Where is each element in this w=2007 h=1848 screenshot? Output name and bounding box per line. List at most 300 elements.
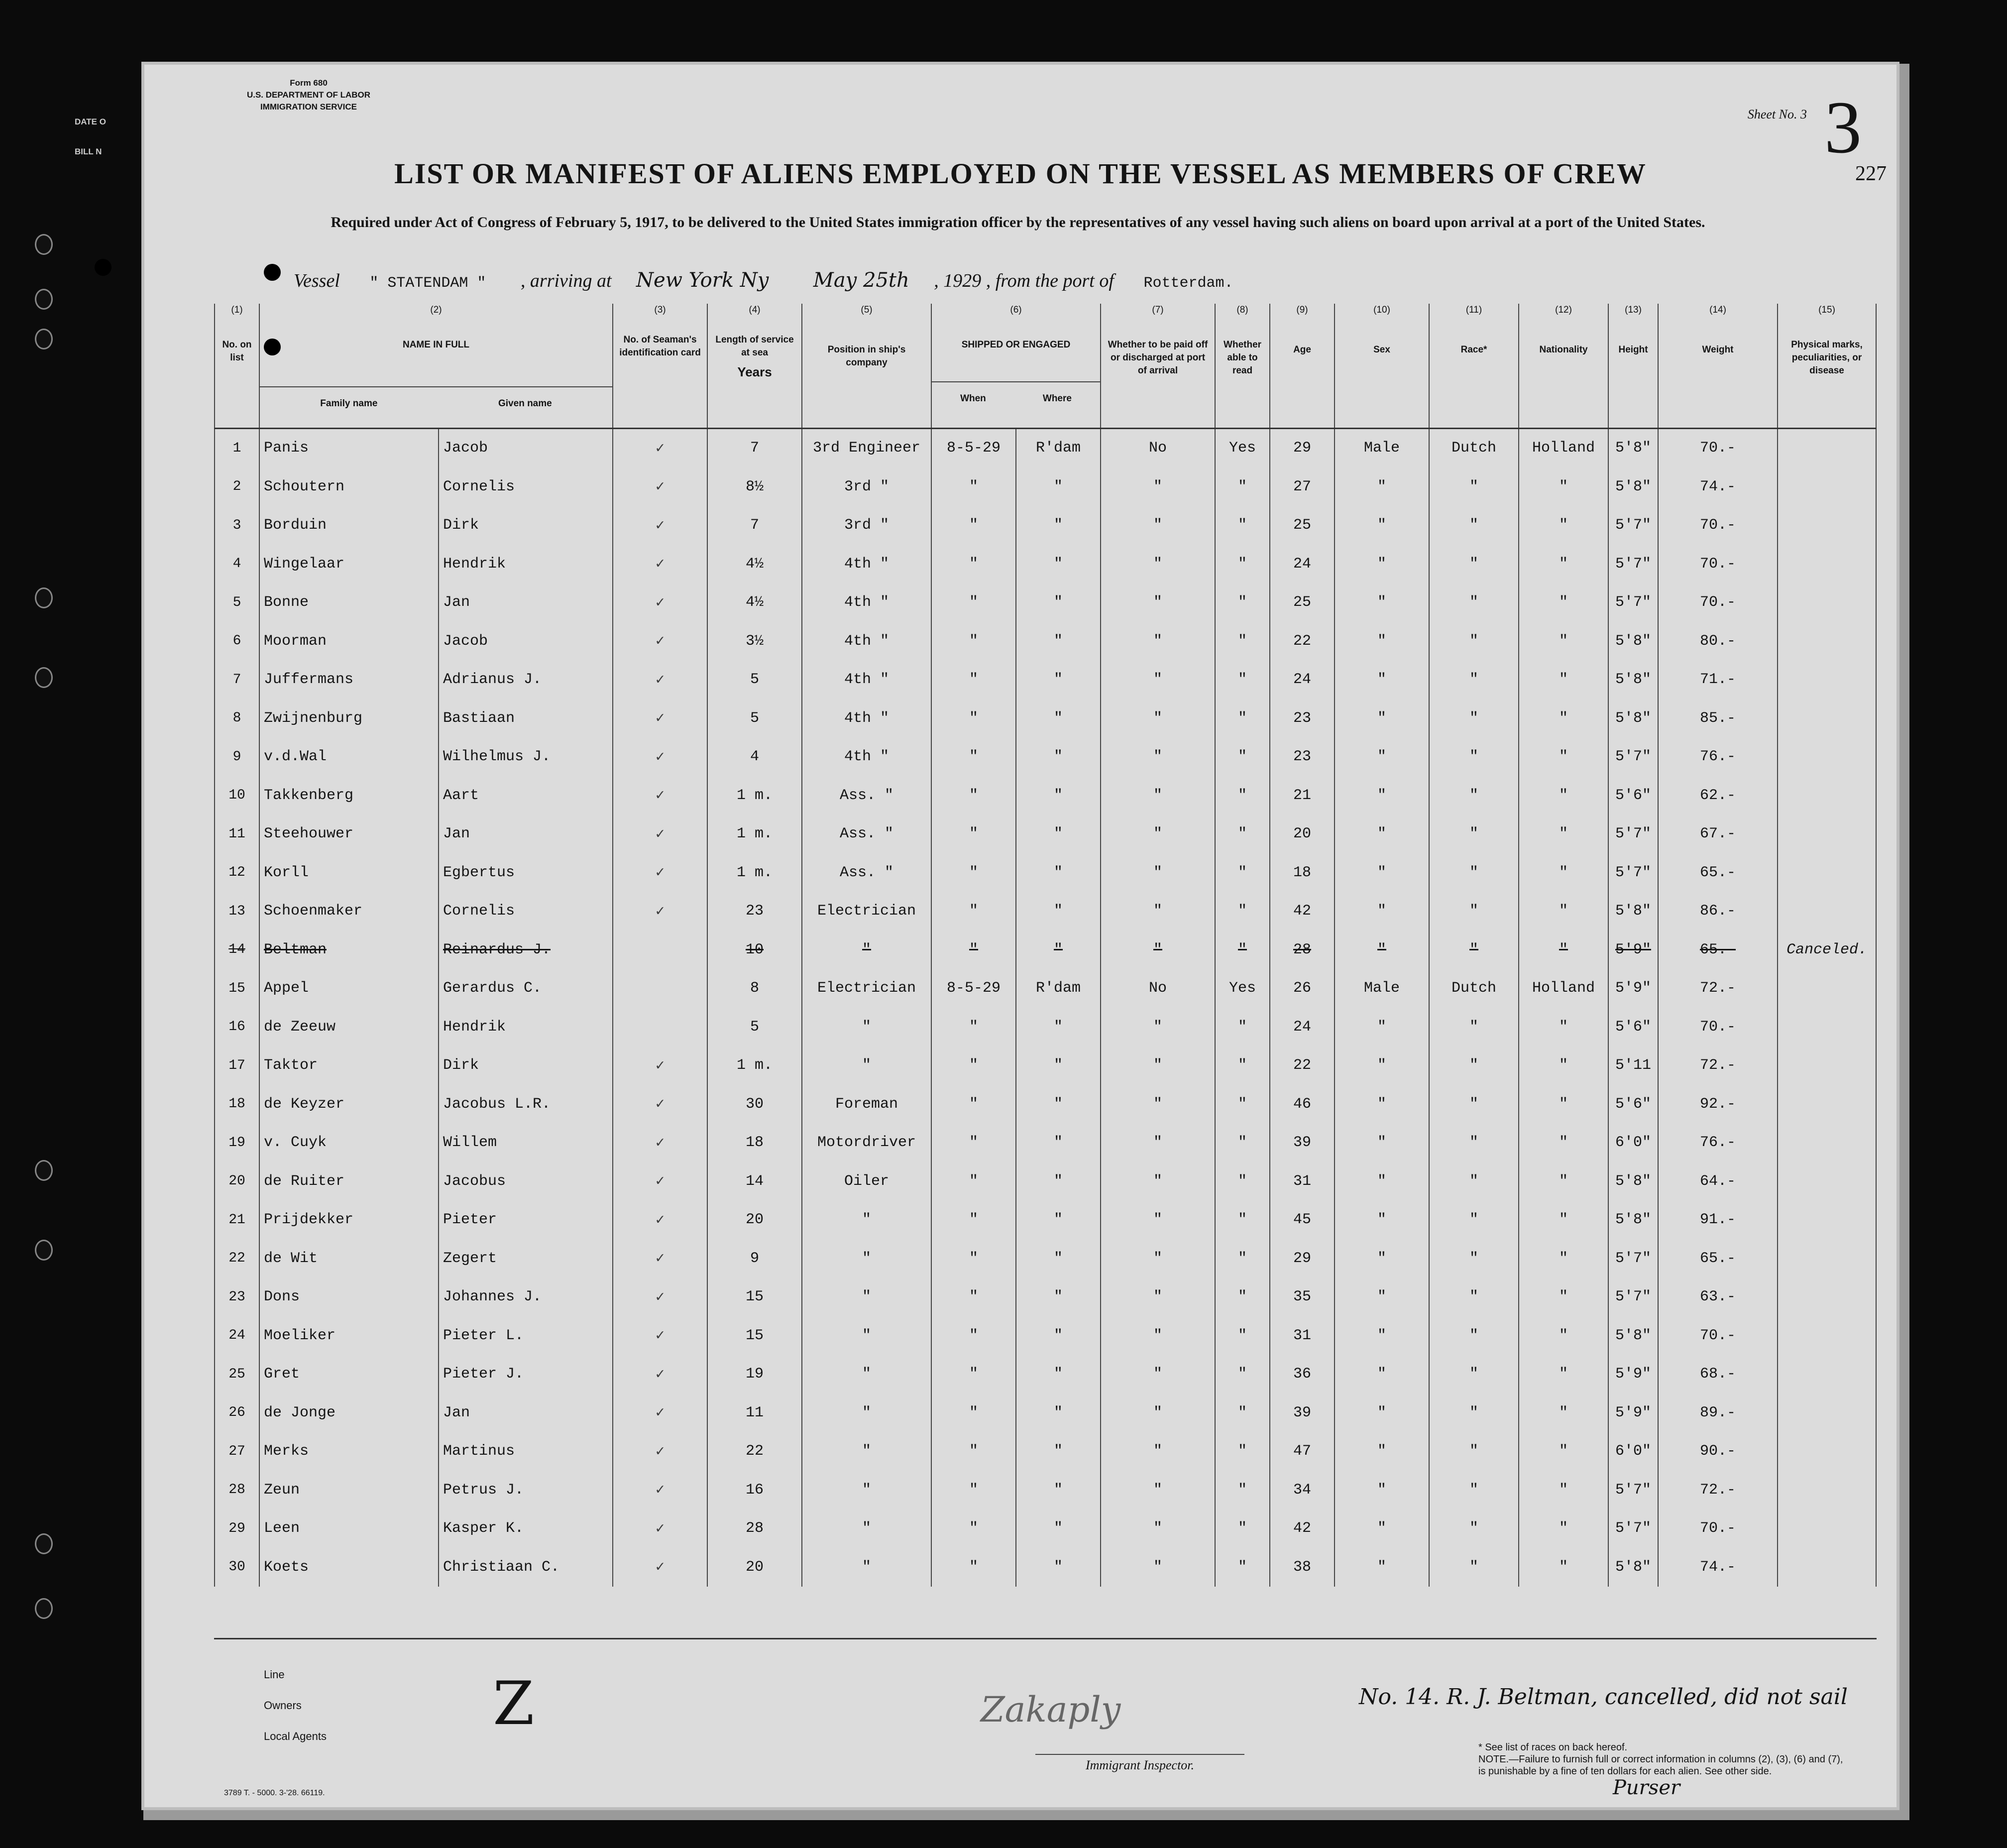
paid-off: " — [1101, 545, 1215, 583]
seaman-card-check: ✓ — [613, 1432, 707, 1471]
sex: " — [1335, 1008, 1429, 1046]
race: " — [1429, 1008, 1519, 1046]
seaman-card-check: ✓ — [613, 545, 707, 583]
able-to-read: " — [1215, 1548, 1270, 1587]
weight: 64.- — [1658, 1162, 1778, 1201]
sex: " — [1335, 1471, 1429, 1509]
shipped-when: " — [931, 467, 1016, 506]
sex: " — [1335, 1509, 1429, 1548]
sex: Male — [1335, 969, 1429, 1008]
vessel-line — [294, 269, 1837, 292]
length-of-service: 15 — [707, 1316, 802, 1355]
nationality: " — [1519, 1316, 1608, 1355]
able-to-read: " — [1215, 1316, 1270, 1355]
given-name: Zegert — [439, 1239, 613, 1278]
column-number: (2) — [259, 304, 613, 324]
nationality: " — [1519, 1201, 1608, 1240]
given-name: Wilhelmus J. — [439, 738, 613, 777]
seaman-card-check: ✓ — [613, 506, 707, 545]
row-number: 4 — [215, 545, 259, 583]
margin-label: DATE O — [75, 117, 106, 126]
shipped-where: " — [1016, 699, 1101, 738]
handwritten-sheet-number: 3 — [1824, 86, 1862, 169]
footnote-note: NOTE.—Failure to furnish full or correct information in columns (2), (3), (6) and (7), — [1478, 1754, 1843, 1765]
age: 24 — [1270, 661, 1335, 699]
table-row — [215, 892, 1876, 931]
race: " — [1429, 853, 1519, 892]
header-height: Height — [1608, 324, 1658, 428]
given-name: Kasper K. — [439, 1509, 613, 1548]
race: " — [1429, 545, 1519, 583]
able-to-read: " — [1215, 1355, 1270, 1394]
table-row — [215, 1239, 1876, 1278]
shipped-subheaders — [932, 381, 1100, 405]
physical-marks — [1778, 1046, 1876, 1085]
race: " — [1429, 1085, 1519, 1124]
given-name-label: Given name — [498, 398, 552, 409]
position: " — [802, 1278, 931, 1317]
height: 5'8" — [1608, 892, 1658, 931]
race: " — [1429, 1471, 1519, 1509]
row-number: 20 — [215, 1162, 259, 1201]
footnote-fine: is punishable by a fine of ten dollars for each alien. See other side. — [1478, 1766, 1772, 1777]
family-name: Beltman — [259, 930, 439, 969]
seaman-card-check: ✓ — [613, 583, 707, 622]
sex: " — [1335, 738, 1429, 777]
nationality: " — [1519, 1278, 1608, 1317]
position: " — [802, 1355, 931, 1394]
seaman-card-check: ✓ — [613, 1201, 707, 1240]
physical-marks — [1778, 1355, 1876, 1394]
paid-off: " — [1101, 1278, 1215, 1317]
seaman-card-check: ✓ — [613, 1162, 707, 1201]
race: " — [1429, 506, 1519, 545]
row-number: 26 — [215, 1393, 259, 1432]
binder-hole — [35, 289, 53, 310]
able-to-read: " — [1215, 1393, 1270, 1432]
service-name: IMMIGRATION SERVICE — [260, 102, 357, 112]
paid-off: " — [1101, 1509, 1215, 1548]
age: 39 — [1270, 1393, 1335, 1432]
height: 5'7" — [1608, 853, 1658, 892]
column-number: (8) — [1215, 304, 1270, 324]
physical-marks — [1778, 467, 1876, 506]
position: 4th " — [802, 738, 931, 777]
height: 5'9" — [1608, 969, 1658, 1008]
position: 4th " — [802, 545, 931, 583]
physical-marks — [1778, 661, 1876, 699]
footer-section — [214, 1638, 1877, 1799]
row-number: 10 — [215, 776, 259, 815]
race: " — [1429, 1124, 1519, 1162]
binder-hole — [35, 1598, 53, 1619]
table-row — [215, 1008, 1876, 1046]
seaman-card-check: ✓ — [613, 699, 707, 738]
height: 5'8" — [1608, 661, 1658, 699]
length-of-service: 10 — [707, 930, 802, 969]
age: 45 — [1270, 1201, 1335, 1240]
shipped-when: " — [931, 892, 1016, 931]
paid-off: No — [1101, 428, 1215, 467]
position: Motordriver — [802, 1124, 931, 1162]
race: " — [1429, 661, 1519, 699]
height: 5'8" — [1608, 1316, 1658, 1355]
paid-off: " — [1101, 1046, 1215, 1085]
when-label: When — [960, 393, 986, 404]
seaman-card-check — [613, 1008, 707, 1046]
family-name: de Zeeuw — [259, 1008, 439, 1046]
able-to-read: " — [1215, 815, 1270, 854]
table-row — [215, 1162, 1876, 1201]
family-name: de Keyzer — [259, 1085, 439, 1124]
shipped-where: " — [1016, 1008, 1101, 1046]
row-number: 29 — [215, 1509, 259, 1548]
weight: 65.- — [1658, 853, 1778, 892]
binder-hole — [35, 234, 53, 255]
age: 26 — [1270, 969, 1335, 1008]
seaman-card-check: ✓ — [613, 1278, 707, 1317]
given-name: Jacobus L.R. — [439, 1085, 613, 1124]
sheet-value: 3 — [1800, 107, 1807, 121]
shipped-where: " — [1016, 776, 1101, 815]
length-of-service: 8 — [707, 969, 802, 1008]
purser-label: Purser — [1613, 1776, 1680, 1799]
nationality: " — [1519, 776, 1608, 815]
length-of-service: 4½ — [707, 545, 802, 583]
row-number: 9 — [215, 738, 259, 777]
row-number: 28 — [215, 1471, 259, 1509]
family-name: Koets — [259, 1548, 439, 1587]
sex: " — [1335, 545, 1429, 583]
table-row — [215, 1471, 1876, 1509]
length-of-service: 8½ — [707, 467, 802, 506]
nationality: " — [1519, 1548, 1608, 1587]
shipped-where: " — [1016, 661, 1101, 699]
family-name: Panis — [259, 428, 439, 467]
shipped-when: " — [931, 545, 1016, 583]
able-to-read: " — [1215, 1201, 1270, 1240]
sex: " — [1335, 1355, 1429, 1394]
position: 4th " — [802, 661, 931, 699]
height: 5'8" — [1608, 1201, 1658, 1240]
position: Ass. " — [802, 815, 931, 854]
length-of-service: 5 — [707, 661, 802, 699]
arriving-at: New York Ny — [636, 269, 769, 292]
height: 5'8" — [1608, 622, 1658, 661]
able-to-read: " — [1215, 1085, 1270, 1124]
inspector-signature: Zakaply — [981, 1689, 1121, 1730]
position: " — [802, 1548, 931, 1587]
table-row — [215, 428, 1876, 467]
row-number: 15 — [215, 969, 259, 1008]
family-name: Dons — [259, 1278, 439, 1317]
binder-hole — [35, 329, 53, 349]
shipped-where: " — [1016, 1355, 1101, 1394]
position: " — [802, 1046, 931, 1085]
given-name: Hendrik — [439, 1008, 613, 1046]
column-number: (11) — [1429, 304, 1519, 324]
length-service-label: Length of service at sea — [715, 335, 794, 358]
position: 3rd Engineer — [802, 428, 931, 467]
seaman-card-check: ✓ — [613, 1316, 707, 1355]
family-name: Takkenberg — [259, 776, 439, 815]
column-number: (9) — [1270, 304, 1335, 324]
where-label: Where — [1042, 393, 1072, 404]
position: 4th " — [802, 699, 931, 738]
seaman-card-check: ✓ — [613, 815, 707, 854]
family-name: Bonne — [259, 583, 439, 622]
race: " — [1429, 699, 1519, 738]
header-name-in-full — [259, 324, 613, 428]
row-number: 16 — [215, 1008, 259, 1046]
shipped-when: " — [931, 583, 1016, 622]
nationality: " — [1519, 661, 1608, 699]
shipped-where: " — [1016, 1316, 1101, 1355]
position: " — [802, 1471, 931, 1509]
weight: 91.- — [1658, 1201, 1778, 1240]
race: " — [1429, 930, 1519, 969]
weight: 70.- — [1658, 506, 1778, 545]
required-statement: Required under Act of Congress of February 5, 1917, to be delivered to the United States immigration officer by the representatives of any vessel having such aliens on board upon arrival at a port of the United States. — [331, 214, 1705, 231]
shipped-where: " — [1016, 1046, 1101, 1085]
sex: " — [1335, 467, 1429, 506]
able-to-read: " — [1215, 1008, 1270, 1046]
given-name: Dirk — [439, 1046, 613, 1085]
row-number: 7 — [215, 661, 259, 699]
family-name: Zwijnenburg — [259, 699, 439, 738]
print-line: 3789 T. - 5000. 3-'28. 66119. — [224, 1789, 325, 1797]
sheet-label: Sheet No. — [1747, 107, 1797, 121]
height: 5'8" — [1608, 1162, 1658, 1201]
shipped-when: 8-5-29 — [931, 428, 1016, 467]
paid-off: " — [1101, 1008, 1215, 1046]
sex: " — [1335, 622, 1429, 661]
physical-marks — [1778, 892, 1876, 931]
given-name: Gerardus C. — [439, 969, 613, 1008]
shipped-when: " — [931, 699, 1016, 738]
nationality: " — [1519, 892, 1608, 931]
row-number: 1 — [215, 428, 259, 467]
able-to-read: " — [1215, 1509, 1270, 1548]
weight: 70.- — [1658, 1509, 1778, 1548]
position: 3rd " — [802, 506, 931, 545]
port-of-departure: Rotterdam. — [1143, 275, 1233, 292]
nationality: " — [1519, 1008, 1608, 1046]
given-name: Jacobus — [439, 1162, 613, 1201]
table-row — [215, 1201, 1876, 1240]
family-name: Appel — [259, 969, 439, 1008]
weight: 70.- — [1658, 1008, 1778, 1046]
length-of-service: 16 — [707, 1471, 802, 1509]
weight: 72.- — [1658, 969, 1778, 1008]
weight: 63.- — [1658, 1278, 1778, 1317]
shipped-when: " — [931, 930, 1016, 969]
seaman-card-check: ✓ — [613, 1355, 707, 1394]
sex: " — [1335, 776, 1429, 815]
height: 5'9" — [1608, 1355, 1658, 1394]
seaman-card-check: ✓ — [613, 892, 707, 931]
position: " — [802, 1201, 931, 1240]
paid-off: " — [1101, 699, 1215, 738]
form-header — [219, 77, 398, 113]
table-row — [215, 467, 1876, 506]
header-able-read: Whether able to read — [1215, 324, 1270, 428]
given-name: Martinus — [439, 1432, 613, 1471]
table-row — [215, 699, 1876, 738]
weight: 92.- — [1658, 1085, 1778, 1124]
sex: " — [1335, 853, 1429, 892]
physical-marks — [1778, 1162, 1876, 1201]
race: " — [1429, 892, 1519, 931]
weight: 65.- — [1658, 1239, 1778, 1278]
sex: " — [1335, 1201, 1429, 1240]
given-name: Jacob — [439, 622, 613, 661]
sex: " — [1335, 1085, 1429, 1124]
age: 28 — [1270, 930, 1335, 969]
shipped-where: R'dam — [1016, 428, 1101, 467]
nationality: " — [1519, 1393, 1608, 1432]
sex: " — [1335, 583, 1429, 622]
footnote-block — [1478, 1741, 1843, 1777]
header-sex: Sex — [1335, 324, 1429, 428]
nationality: " — [1519, 1432, 1608, 1471]
age: 38 — [1270, 1548, 1335, 1587]
weight: 70.- — [1658, 583, 1778, 622]
height: 5'9" — [1608, 930, 1658, 969]
race: " — [1429, 1316, 1519, 1355]
able-to-read: " — [1215, 583, 1270, 622]
length-of-service: 5 — [707, 1008, 802, 1046]
race: " — [1429, 1162, 1519, 1201]
family-name: Merks — [259, 1432, 439, 1471]
weight: 67.- — [1658, 815, 1778, 854]
race: " — [1429, 1201, 1519, 1240]
shipped-when: " — [931, 1471, 1016, 1509]
row-number: 3 — [215, 506, 259, 545]
able-to-read: " — [1215, 1278, 1270, 1317]
family-name: Prijdekker — [259, 1201, 439, 1240]
footnote-races: * See list of races on back hereof. — [1478, 1742, 1628, 1753]
physical-marks — [1778, 969, 1876, 1008]
shipped-where: R'dam — [1016, 969, 1101, 1008]
column-number: (5) — [802, 304, 931, 324]
row-number: 19 — [215, 1124, 259, 1162]
length-of-service: 4½ — [707, 583, 802, 622]
paid-off: " — [1101, 1239, 1215, 1278]
physical-marks — [1778, 1239, 1876, 1278]
length-of-service: 20 — [707, 1548, 802, 1587]
age: 22 — [1270, 1046, 1335, 1085]
table-row — [215, 1432, 1876, 1471]
race: " — [1429, 1432, 1519, 1471]
seaman-card-check: ✓ — [613, 776, 707, 815]
sex: " — [1335, 661, 1429, 699]
table-row — [215, 1355, 1876, 1394]
row-number: 12 — [215, 853, 259, 892]
table-row — [215, 1046, 1876, 1085]
height: 5'7" — [1608, 738, 1658, 777]
height: 5'7" — [1608, 506, 1658, 545]
column-number: (4) — [707, 304, 802, 324]
underlying-page-labels — [75, 107, 106, 167]
height: 5'8" — [1608, 467, 1658, 506]
race: " — [1429, 467, 1519, 506]
paid-off: " — [1101, 738, 1215, 777]
seaman-card-check: ✓ — [613, 853, 707, 892]
able-to-read: " — [1215, 1046, 1270, 1085]
height: 5'6" — [1608, 1008, 1658, 1046]
position: Electrician — [802, 892, 931, 931]
family-name: v. Cuyk — [259, 1124, 439, 1162]
paid-off: " — [1101, 1393, 1215, 1432]
shipped-where: " — [1016, 583, 1101, 622]
paid-off: " — [1101, 892, 1215, 931]
nationality: " — [1519, 1509, 1608, 1548]
nationality: " — [1519, 1471, 1608, 1509]
paid-off: " — [1101, 1471, 1215, 1509]
weight: 71.- — [1658, 661, 1778, 699]
given-name: Pieter — [439, 1201, 613, 1240]
paid-off: " — [1101, 776, 1215, 815]
shipped-when: " — [931, 738, 1016, 777]
physical-marks — [1778, 428, 1876, 467]
paid-off: " — [1101, 930, 1215, 969]
seaman-card-check: ✓ — [613, 1548, 707, 1587]
weight: 76.- — [1658, 1124, 1778, 1162]
binder-hole — [35, 1160, 53, 1181]
seaman-card-check: ✓ — [613, 1085, 707, 1124]
column-number-row — [215, 304, 1876, 324]
height: 5'7" — [1608, 1239, 1658, 1278]
given-name: Jacob — [439, 428, 613, 467]
able-to-read: " — [1215, 738, 1270, 777]
seaman-card-check: ✓ — [613, 1509, 707, 1548]
height: 6'0" — [1608, 1124, 1658, 1162]
given-name: Egbertus — [439, 853, 613, 892]
paid-off: " — [1101, 622, 1215, 661]
margin-label: BILL N — [75, 147, 102, 156]
age: 24 — [1270, 1008, 1335, 1046]
department-name: U.S. DEPARTMENT OF LABOR — [246, 90, 371, 100]
paid-off: No — [1101, 969, 1215, 1008]
seaman-card-check: ✓ — [613, 1124, 707, 1162]
position: Ass. " — [802, 853, 931, 892]
shipped-when: " — [931, 1085, 1016, 1124]
binder-hole — [35, 1533, 53, 1554]
position: Ass. " — [802, 776, 931, 815]
able-to-read: " — [1215, 1162, 1270, 1201]
able-to-read: " — [1215, 1239, 1270, 1278]
row-number: 14 — [215, 930, 259, 969]
age: 34 — [1270, 1471, 1335, 1509]
height: 5'7" — [1608, 1509, 1658, 1548]
row-number: 21 — [215, 1201, 259, 1240]
able-to-read: " — [1215, 661, 1270, 699]
height: 5'7" — [1608, 1278, 1658, 1317]
able-to-read: Yes — [1215, 969, 1270, 1008]
nationality: " — [1519, 738, 1608, 777]
age: 20 — [1270, 815, 1335, 854]
family-name: Steehouwer — [259, 815, 439, 854]
able-to-read: " — [1215, 506, 1270, 545]
position: " — [802, 1239, 931, 1278]
shipped-where: " — [1016, 1509, 1101, 1548]
nationality: " — [1519, 930, 1608, 969]
height: 5'8" — [1608, 1548, 1658, 1587]
shipped-where: " — [1016, 930, 1101, 969]
race: " — [1429, 583, 1519, 622]
weight: 74.- — [1658, 467, 1778, 506]
